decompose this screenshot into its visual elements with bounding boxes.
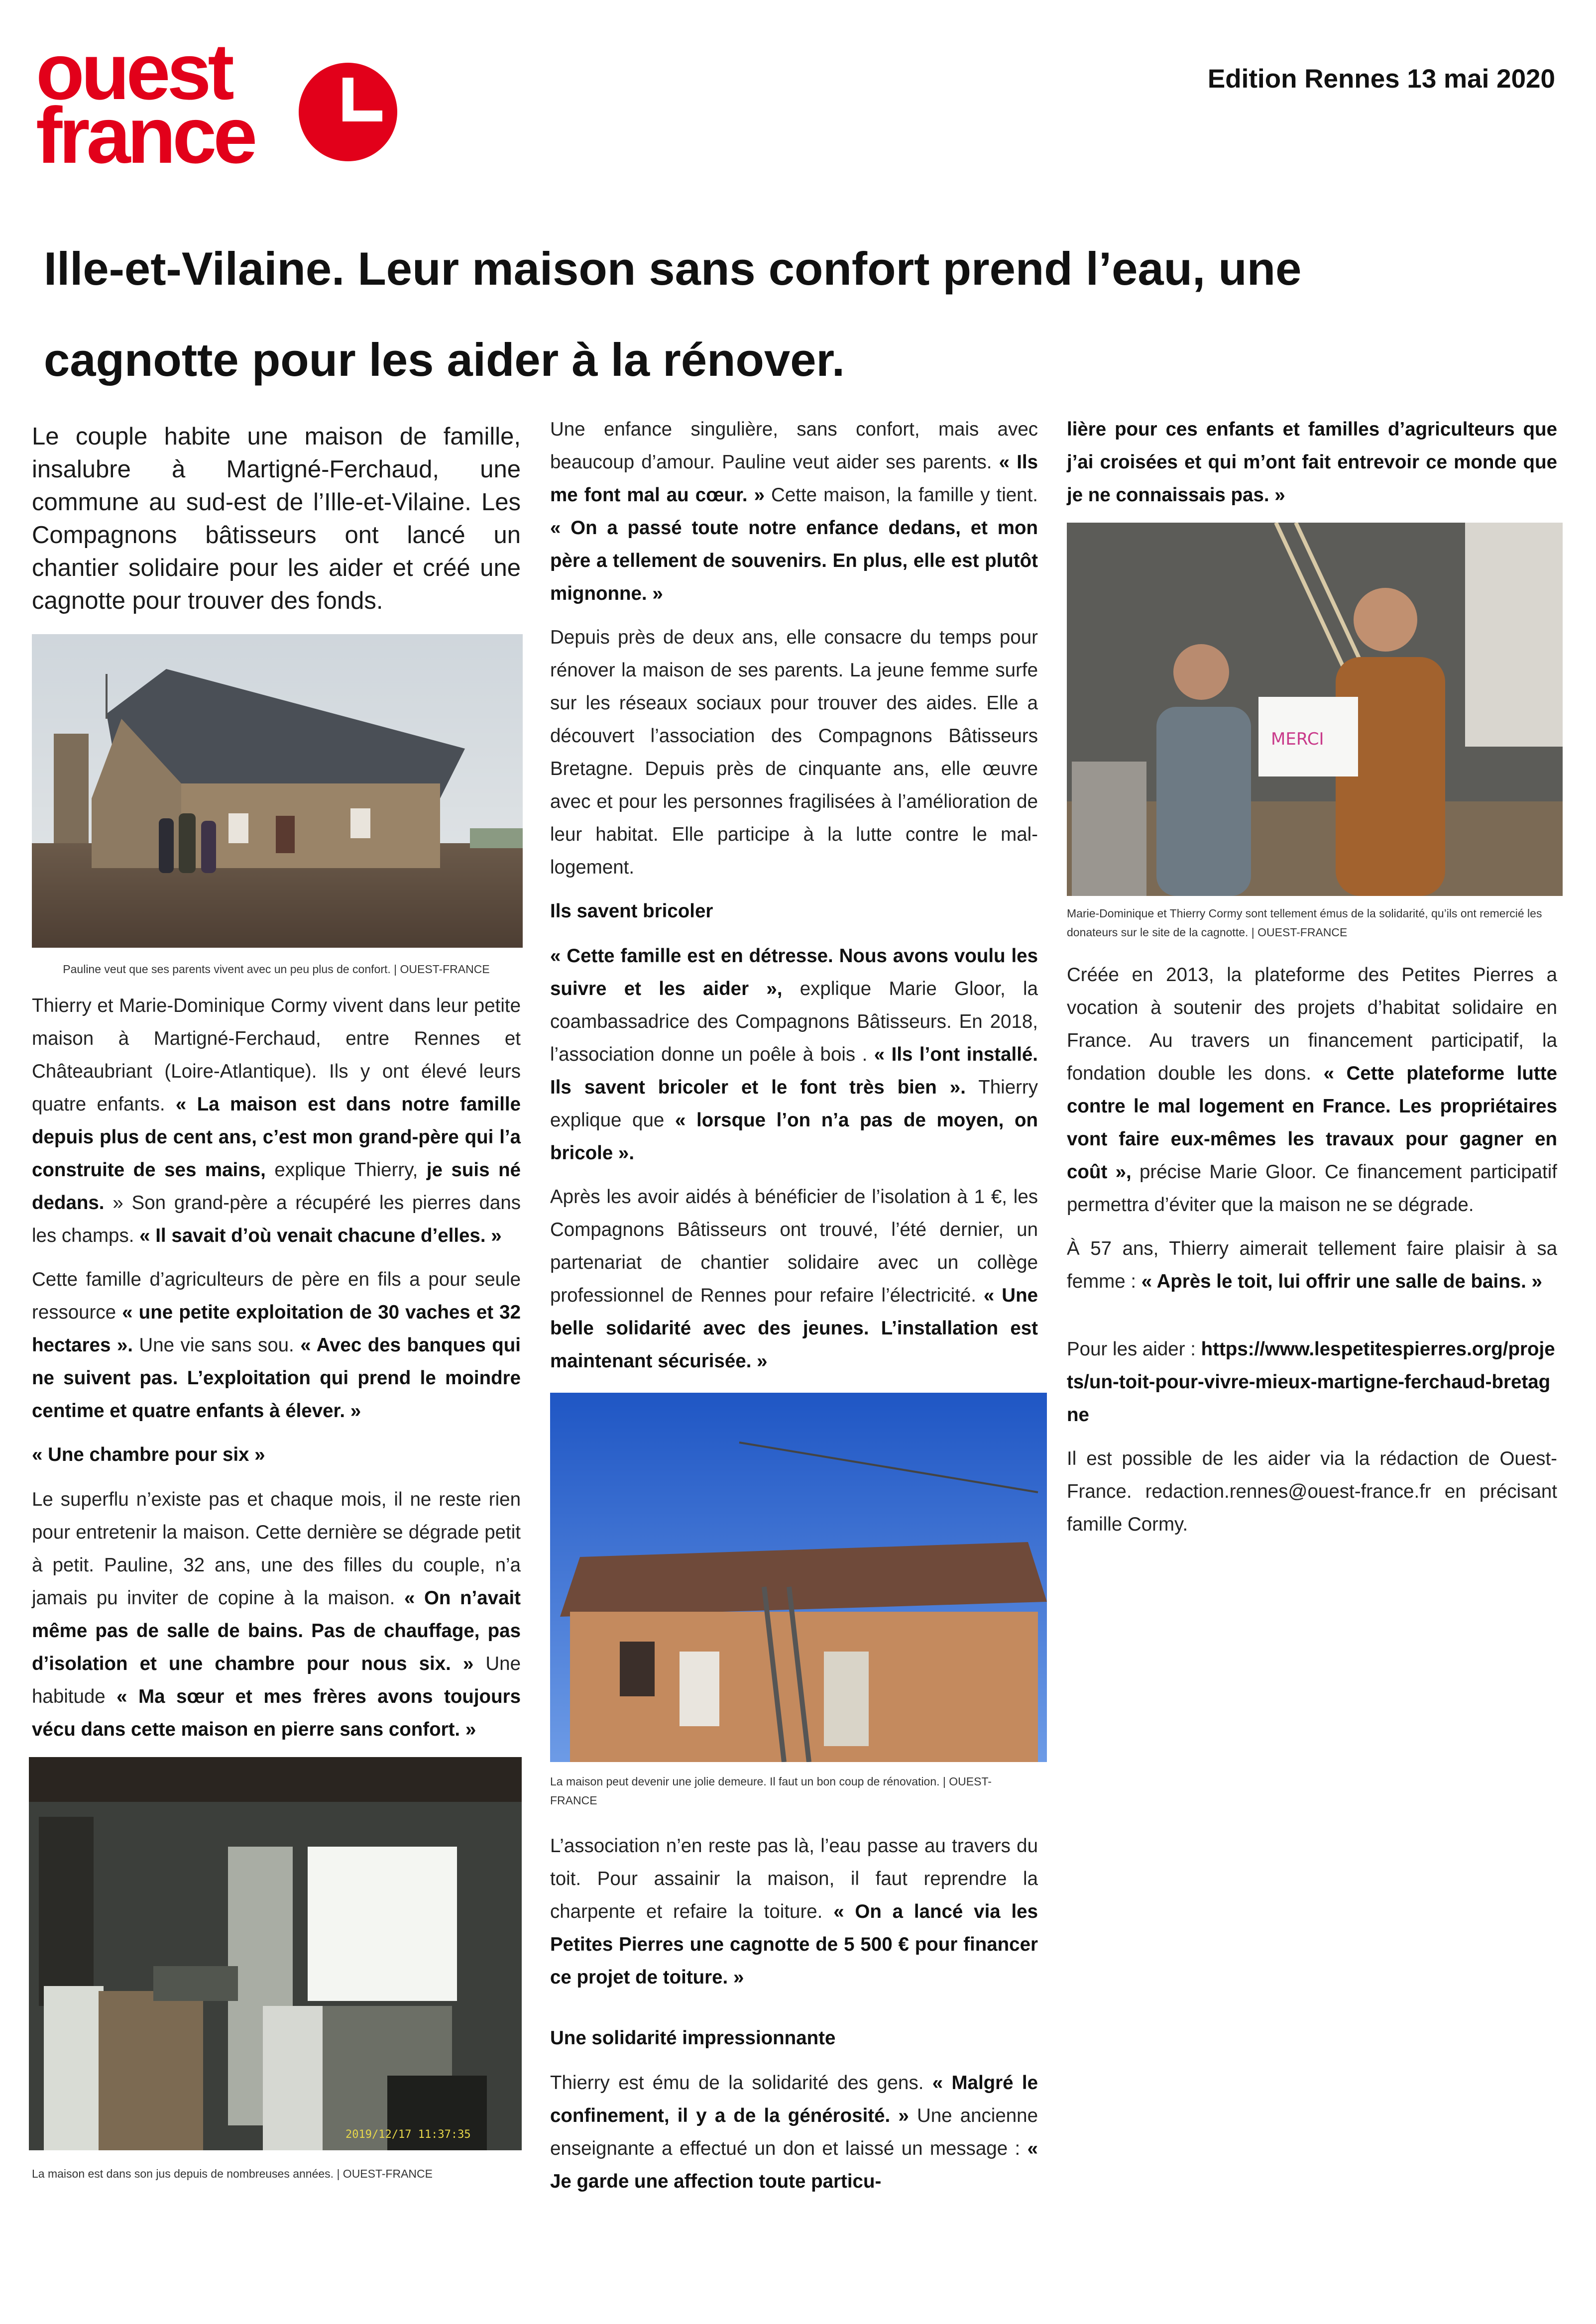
text-run: Une enfance singulière, sans confort, mais avec beaucoup d’amour. Pauline veut aider ses parents. bbox=[550, 419, 1038, 473]
col1-paragraph-1 bbox=[32, 990, 521, 1252]
cagnotte-link[interactable]: https://www.lespetitespierres.org/projets/un-toit-pour-vivre-mieux-martigne-ferchaud-bretagne bbox=[1067, 1338, 1555, 1426]
couple-photo bbox=[1067, 523, 1563, 896]
col2-paragraph-3 bbox=[550, 940, 1038, 1170]
col1-paragraph-2 bbox=[32, 1263, 521, 1428]
quote: je suis né dedans. bbox=[32, 1159, 521, 1214]
column-2 bbox=[550, 413, 1038, 2209]
text-run: Pour les aider : bbox=[1067, 1338, 1201, 1360]
house-photo-figure bbox=[32, 634, 521, 979]
couple-photo-image bbox=[1067, 523, 1563, 896]
quote: « On n’avait même pas de salle de bains. Pas de chauffage, pas d’isolation et une chambre pour nous six. » bbox=[32, 1587, 521, 1674]
text-run: Cette famille d’agriculteurs de père en fils a pour seule ressource bbox=[32, 1269, 521, 1323]
house-caption: Pauline veut que ses parents vivent avec un peu plus de confort. | OUEST-FRANCE bbox=[63, 963, 490, 976]
text-run: » Son grand-père a récupéré les pierres dans les champs. bbox=[32, 1192, 521, 1246]
text-run: Thierry est ému de la solidarité des gens. bbox=[550, 2072, 932, 2094]
quote: « Cette plateforme lutte contre le mal logement en France. Les propriétaires vont faire eux-mêmes les travaux pour gagner en coût », bbox=[1067, 1063, 1557, 1183]
couple-photo-figure bbox=[1067, 523, 1557, 942]
quote: « La maison est dans notre famille depuis plus de cent ans, c’est mon grand-père qui l’a construite de ses mains, bbox=[32, 1094, 521, 1181]
col2-paragraph-5 bbox=[550, 1830, 1038, 1994]
col3-paragraph-2 bbox=[1067, 1232, 1557, 1298]
text-run: Thierry explique que bbox=[550, 1077, 1038, 1131]
quote: « une petite exploitation de 30 vaches et 32 hectares ». bbox=[32, 1302, 521, 1356]
facade-photo bbox=[550, 1393, 1047, 1762]
col3-paragraph-4: Il est possible de les aider via la rédaction de Ouest-France. redaction.rennes@ouest-france.fr en précisant famille Cormy. bbox=[1067, 1448, 1557, 1535]
col2-paragraph-1 bbox=[550, 413, 1038, 610]
text-run: explique Marie Gloor, la coambassadrice des Compagnons Bâtisseurs. En 2018, l’association donne un poêle à bois . bbox=[550, 978, 1038, 1065]
logo-line-1: ouest bbox=[36, 27, 231, 116]
col3-paragraph-1 bbox=[1067, 959, 1557, 1221]
col2-paragraph-6 bbox=[550, 2067, 1038, 2198]
house-photo-image bbox=[32, 634, 523, 948]
merci-sign-text: MERCI bbox=[1271, 729, 1324, 749]
subheading-solidarite: Une solidarité impressionnante bbox=[550, 2027, 836, 2049]
text-run: Créée en 2013, la plateforme des Petites Pierres a vocation à soutenir des projets d’habitat solidaire en France. Au travers un financement participatif, la fondation double les dons. bbox=[1067, 964, 1557, 1084]
logo-wordmark bbox=[36, 27, 254, 180]
facade-photo-figure bbox=[550, 1393, 1038, 1810]
quote: lière pour ces enfants et familles d’agriculteurs que j’ai croisées et qui m’ont fait entrevoir ce monde que je ne connaissais pas. » bbox=[1067, 419, 1557, 506]
facade-photo-image bbox=[550, 1393, 1047, 1762]
col3-paragraph-0 bbox=[1067, 413, 1557, 512]
col2-paragraph-4 bbox=[550, 1181, 1038, 1378]
text-run: Cette maison, la famille y tient. bbox=[765, 484, 1038, 506]
quote: « Avec des banques qui ne suivent pas. L’exploitation qui prend le moindre centime et quatre enfants à élever. » bbox=[32, 1334, 521, 1422]
quote: « lorsque l’on n’a pas de moyen, on bricole ». bbox=[550, 1109, 1038, 1164]
text-run: Une habitude bbox=[32, 1653, 521, 1707]
text-run: précise Marie Gloor. Ce financement participatif permettra d’éviter que la maison ne se dégrade. bbox=[1067, 1161, 1558, 1216]
column-1 bbox=[32, 413, 521, 2194]
text-run: Le superflu n’existe pas et chaque mois, il ne reste rien pour entretenir la maison. Cette dernière se dégrade petit à petit. Pauline, 32 ans, une des filles du couple, n’a jamais pu inviter de copine à la maison. bbox=[32, 1489, 521, 1609]
text-run: L’association n’en reste pas là, l’eau passe au travers du toit. Pour assainir la maison, il faut reprendre la charpente et refaire la toiture. bbox=[550, 1835, 1038, 1922]
subheading-chambre: « Une chambre pour six » bbox=[32, 1444, 265, 1465]
edition-date: Edition Rennes 13 mai 2020 bbox=[1207, 64, 1555, 94]
text-run: Après les avoir aidés à bénéficier de l’isolation à 1 €, les Compagnons Bâtisseurs ont trouvé, l’été dernier, un partenariat de chantier solidaire avec un collège professionnel de Rennes pour refaire l’électricité. bbox=[550, 1186, 1038, 1306]
text-run: Une vie sans sou. bbox=[132, 1334, 301, 1356]
photo-timestamp: 2019/12/17 11:37:35 bbox=[345, 2128, 471, 2141]
quote: « Ils me font mal au cœur. » bbox=[550, 451, 1038, 506]
kitchen-photo-figure bbox=[32, 1757, 521, 2183]
logo-circle-icon bbox=[299, 63, 397, 161]
couple-caption: Marie-Dominique et Thierry Cormy sont tellement émus de la solidarité, qu’ils ont remercié les donateurs sur le site de la cagnotte. | OUEST-FRANCE bbox=[1067, 907, 1542, 939]
facade-caption: La maison peut devenir une jolie demeure. Il faut un bon coup de rénovation. | OUEST-FRANCE bbox=[550, 1775, 992, 1807]
col3-paragraph-3 bbox=[1067, 1333, 1557, 1432]
text-run: Thierry et Marie-Dominique Cormy vivent dans leur petite maison à Martigné-Ferchaud, entre Rennes et Châteaubriant (Loire-Atlantique). Ils y ont élevé leurs quatre enfants. bbox=[32, 995, 521, 1115]
house-photo bbox=[32, 634, 523, 948]
quote: « Ils l’ont installé. Ils savent bricoler et le font très bien ». bbox=[550, 1044, 1038, 1098]
quote: « Cette famille est en détresse. Nous avons voulu les suivre et les aider », bbox=[550, 945, 1038, 999]
subheading-bricoler: Ils savent bricoler bbox=[550, 900, 713, 922]
quote: « Il savait d’où venait chacune d’elles. » bbox=[139, 1225, 502, 1246]
col1-paragraph-3 bbox=[32, 1483, 521, 1746]
col2-paragraph-2: Depuis près de deux ans, elle consacre du temps pour rénover la maison de ses parents. La jeune femme surfe sur les réseaux sociaux pour trouver des aides. Elle a découvert l’association des Compagnons Bâtisseurs Bretagne. Depuis près de cinquante ans, elle œuvre avec et pour les personnes fragilisées à l’amélioration de leur habitat. Elle participe à la lutte contre le mal-logement. bbox=[550, 627, 1038, 878]
text-run: À 57 ans, Thierry aimerait tellement faire plaisir à sa femme : bbox=[1067, 1238, 1557, 1292]
quote: « Une belle solidarité avec des jeunes. L’installation est maintenant sécurisée. » bbox=[550, 1285, 1038, 1372]
headline: Ille-et-Vilaine. Leur maison sans confort prend l’eau, une cagnotte pour les aider à la rénover. bbox=[44, 242, 1302, 386]
lead-paragraph: Le couple habite une maison de famille, insalubre à Martigné-Ferchaud, une commune au sud-est de l’Ille-et-Vilaine. Les Compagnons bâtisseurs ont lancé un chantier solidaire pour les aider et créé une cagnotte pour trouver des fonds. bbox=[32, 423, 521, 614]
text-run: explique Thierry, bbox=[265, 1159, 427, 1181]
quote: « Ma sœur et mes frères avons toujours vécu dans cette maison en pierre sans confort. » bbox=[32, 1686, 521, 1740]
ouest-france-logo[interactable] bbox=[36, 27, 399, 180]
text-run: Une ancienne enseignante a effectué un don et laissé un message : bbox=[550, 2105, 1038, 2159]
quote: « On a lancé via les Petites Pierres une cagnotte de 5 500 € pour financer ce projet de toiture. » bbox=[550, 1901, 1038, 1988]
quote: « Malgré le confinement, il y a de la générosité. » bbox=[550, 2072, 1038, 2126]
kitchen-photo bbox=[29, 1757, 522, 2150]
logo-line-2: france bbox=[36, 91, 254, 180]
quote: « Je garde une affection toute particu- bbox=[550, 2138, 1038, 2192]
kitchen-caption: La maison est dans son jus depuis de nombreuses années. | OUEST-FRANCE bbox=[32, 2167, 433, 2180]
kitchen-photo-image bbox=[29, 1757, 522, 2150]
quote: « Après le toit, lui offrir une salle de bains. » bbox=[1141, 1271, 1542, 1292]
quote: « On a passé toute notre enfance dedans, et mon père a tellement de souvenirs. En plus, elle est plutôt mignonne. » bbox=[550, 517, 1038, 604]
column-3 bbox=[1067, 413, 1557, 1552]
